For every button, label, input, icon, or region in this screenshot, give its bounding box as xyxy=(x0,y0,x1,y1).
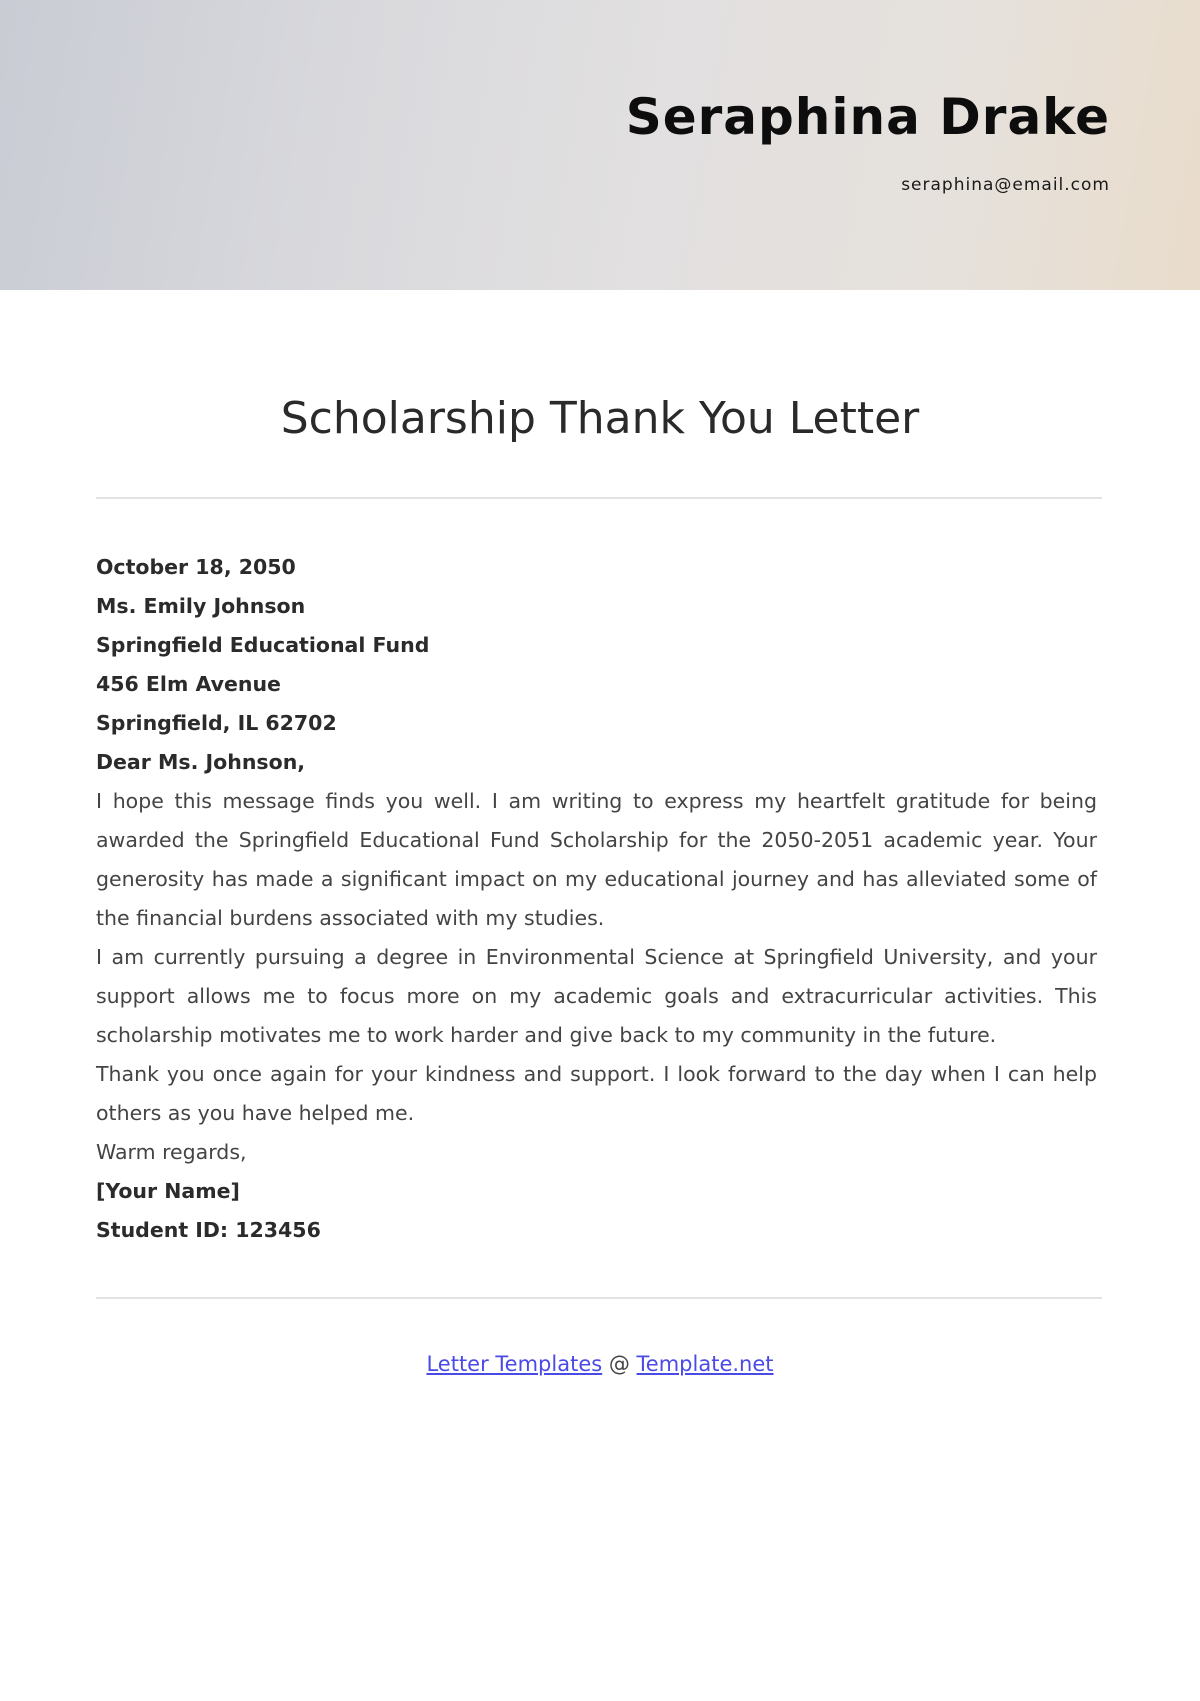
sender-email: seraphina@email.com xyxy=(901,175,1110,195)
letter-templates-link[interactable]: Letter Templates xyxy=(426,1352,603,1376)
recipient-name: Ms. Emily Johnson xyxy=(96,594,306,618)
page-title: Scholarship Thank You Letter xyxy=(280,393,920,444)
footer-separator: @ xyxy=(602,1352,637,1376)
recipient-street: 456 Elm Avenue xyxy=(96,672,281,696)
salutation: Dear Ms. Johnson, xyxy=(96,750,306,774)
footer xyxy=(0,1352,1200,1376)
body-paragraph: I am currently pursuing a degree in Environmental Science at Springfield University, and your support allows me to focus more on my academic goals and extracurricular activities. This scholarship motivates me to work harder and give back to my community in the future. xyxy=(96,945,1097,1047)
letter-date: October 18, 2050 xyxy=(96,555,296,579)
student-id: Student ID: 123456 xyxy=(96,1218,321,1242)
template-net-link[interactable]: Template.net xyxy=(636,1352,774,1376)
recipient-organization: Springfield Educational Fund xyxy=(96,633,430,657)
body-paragraph: I hope this message finds you well. I am writing to express my heartfelt gratitude for being awarded the Springfield Educational Fund Scholarship for the 2050-2051 academic year. Your generosity has made a significant impact on my educational journey and has alleviated some of the financial burdens associated with my studies. xyxy=(96,789,1097,930)
sender-name: Seraphina Drake xyxy=(625,88,1110,146)
letter-body xyxy=(96,548,1097,1250)
top-divider xyxy=(96,497,1102,499)
bottom-divider xyxy=(96,1297,1102,1299)
body-paragraph: Thank you once again for your kindness and support. I look forward to the day when I can help others as you have helped me. xyxy=(96,1062,1097,1125)
closing: Warm regards, xyxy=(96,1140,247,1164)
recipient-city: Springfield, IL 62702 xyxy=(96,711,337,735)
signature-name: [Your Name] xyxy=(96,1179,240,1203)
